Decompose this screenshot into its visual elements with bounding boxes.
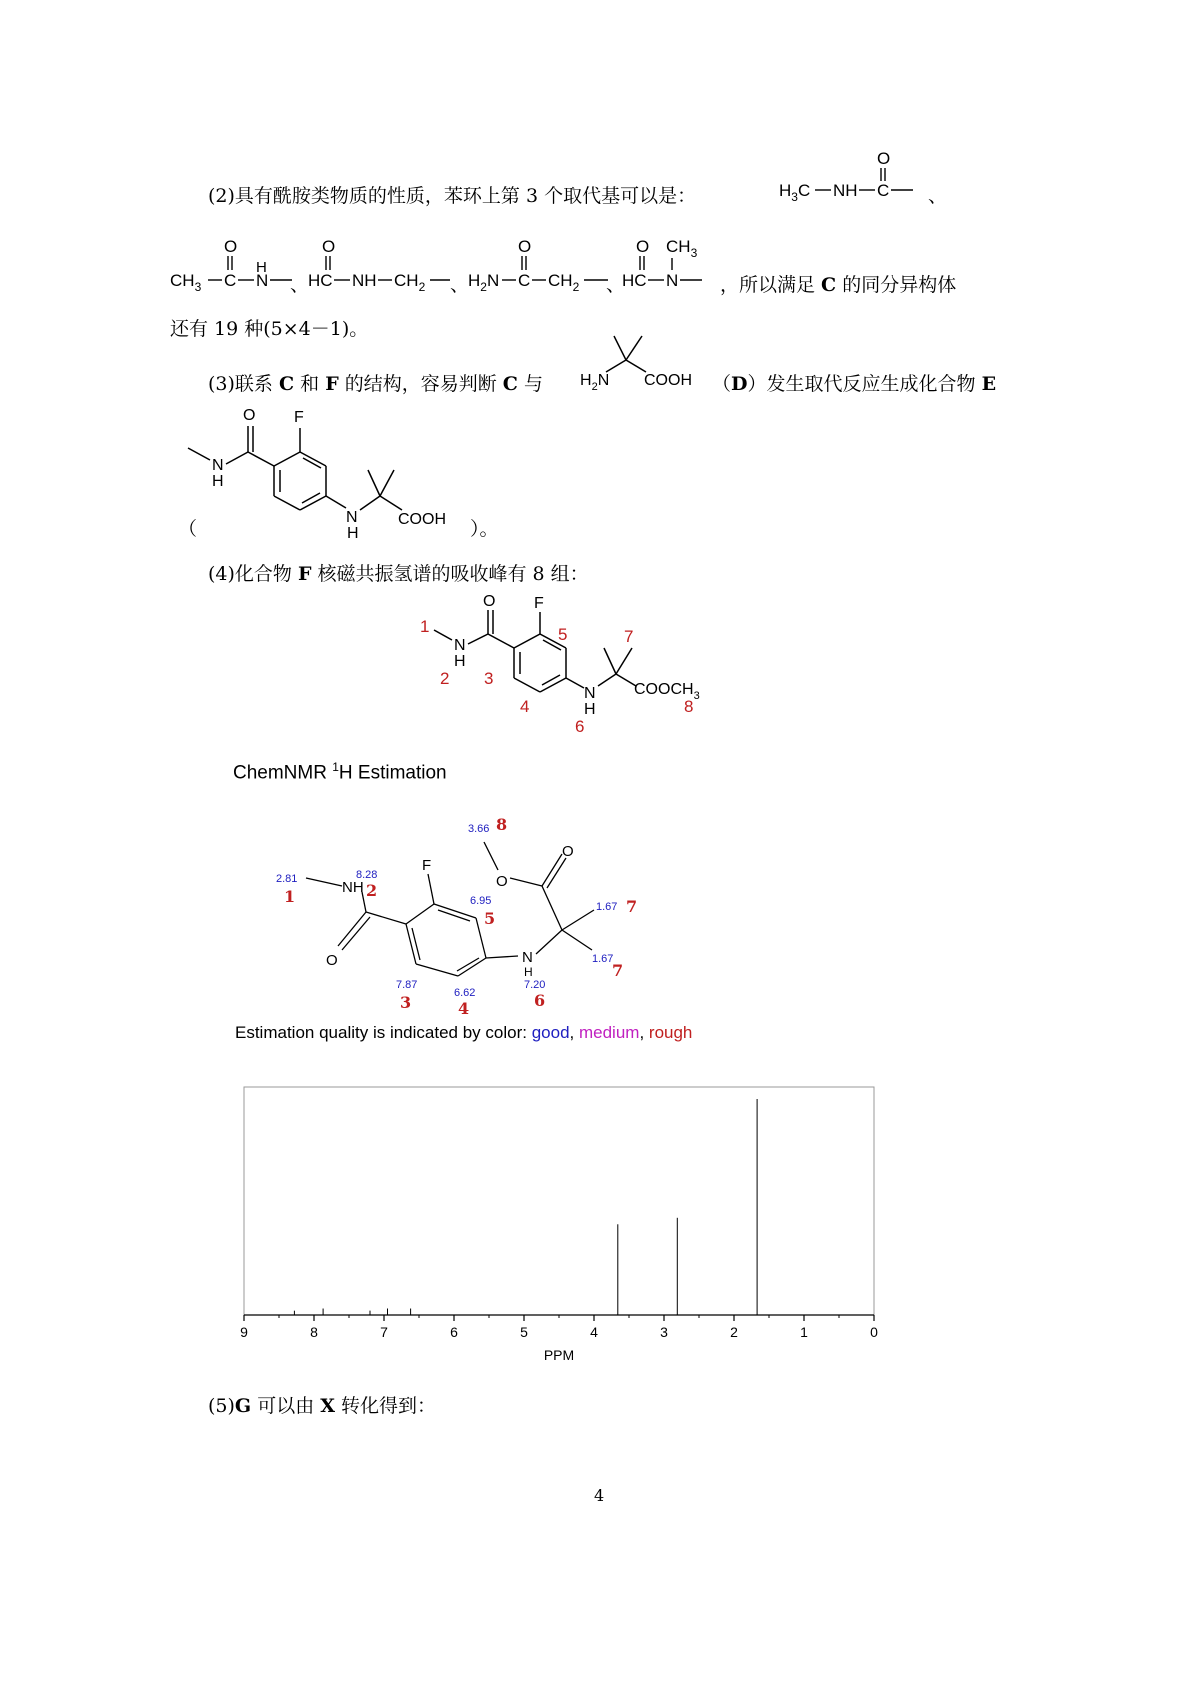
g2-n: N [256, 271, 269, 290]
amide-group-2 [168, 236, 298, 300]
shift-7a: 1.67 [596, 901, 618, 913]
est-label-8: 8 [496, 815, 508, 834]
shift-1: 2.81 [276, 873, 298, 885]
F-ester: $COOCH_3$ [634, 681, 700, 702]
shift-7b: 1.67 [592, 953, 614, 965]
F-label-4: 4 [520, 697, 530, 716]
g3-o: O [322, 237, 336, 256]
E-f: F [294, 409, 304, 426]
F-amide-h: H [454, 653, 466, 670]
molecule-E [180, 398, 500, 543]
section3-line1-a: (3)联系 C 和 F 的结构，容易判断 C 与 [208, 373, 543, 395]
shift-8: 3.66 [468, 823, 490, 835]
shift-3: 7.87 [396, 979, 418, 991]
g1-o: O [877, 149, 891, 168]
g2-c: C [224, 271, 237, 290]
g4-o: O [518, 237, 532, 256]
estimation-quality-legend: Estimation quality is indicated by color: good, medium, rough [235, 1023, 693, 1042]
E-n: N [212, 457, 224, 474]
est-nh-amide: NH [342, 879, 364, 896]
x-axis-label: PPM [543, 1347, 575, 1363]
quality-rough: rough [648, 1023, 693, 1042]
amide-group-4 [466, 236, 616, 300]
g1-h3c: $H_3C$ [779, 181, 811, 204]
section2-line1 [208, 183, 696, 209]
D-cooh: COOH [644, 372, 692, 389]
g1-c: C [877, 181, 890, 200]
shift-4: 6.62 [454, 987, 476, 999]
x-tick-label: 7 [380, 1324, 388, 1340]
sep-3: 、 [606, 274, 626, 296]
F-label-3: 3 [484, 669, 494, 688]
est-label-3: 3 [400, 993, 412, 1012]
est-nh-h: H [524, 965, 533, 979]
est-label-7a: 7 [626, 897, 638, 916]
g4-h2n: $H_2N$ [468, 271, 500, 294]
g3-ch2: $CH_2$ [394, 271, 426, 294]
F-label-1: 1 [420, 617, 430, 636]
est-label-2: 2 [366, 881, 378, 900]
E-nh-n: N [346, 509, 358, 526]
nmr-estimation-structure [270, 808, 670, 1028]
sep-1: 、 [290, 274, 310, 296]
g2-h: H [256, 259, 267, 276]
est-o-carbonyl: O [326, 952, 338, 969]
g5-n: N [666, 271, 679, 290]
D-h2n: $H_2N$ [580, 372, 610, 393]
molecule-D [580, 330, 710, 406]
est-o-ester: O [562, 843, 574, 860]
x-tick-label: 1 [800, 1324, 808, 1340]
F-amine-h: H [584, 701, 596, 718]
F-amide-n: N [454, 637, 466, 654]
F-amine-n: N [584, 685, 596, 702]
est-f: F [422, 857, 432, 874]
shift-5: 6.95 [470, 895, 492, 907]
amide-group-1 [775, 148, 935, 212]
g4-c: C [518, 271, 531, 290]
g3-hc: HC [308, 271, 333, 290]
E-cooh: COOH [398, 511, 446, 528]
shift-2: 8.28 [356, 869, 378, 881]
molecule-F [420, 588, 760, 738]
chart-frame [244, 1087, 874, 1315]
est-label-6: 6 [534, 991, 546, 1010]
E-nh-h: H [347, 525, 359, 542]
g4-ch2: $CH_2$ [548, 271, 580, 294]
E-h: H [212, 473, 224, 490]
quality-good: good [531, 1023, 570, 1042]
x-tick-label: 8 [310, 1324, 318, 1340]
g3-nh: NH [352, 271, 377, 290]
nmr-estimation-title: ChemNMR $^1$H Estimation [233, 760, 447, 784]
est-label-7b: 7 [612, 961, 624, 980]
section3-paren-close: ）。 [470, 518, 499, 540]
F-label-8: 8 [684, 697, 694, 716]
est-nh-n: N [522, 949, 533, 966]
section3-line1-b: （D）发生取代反应生成化合物 E [712, 373, 997, 395]
x-tick-label: 4 [590, 1324, 598, 1340]
g5-o: O [636, 237, 650, 256]
F-label-7: 7 [624, 627, 634, 646]
amide-group-3 [306, 236, 456, 300]
est-label-5: 5 [484, 909, 496, 928]
section2-line2-tail: ，所以满足 C 的同分异构体 [720, 274, 957, 296]
x-tick-label: 2 [730, 1324, 738, 1340]
section3-paren-open: （ [178, 518, 198, 540]
est-label-4: 4 [458, 999, 470, 1018]
x-tick-label: 6 [450, 1324, 458, 1340]
F-o: O [483, 593, 496, 610]
section2-line1-tail: 、 [928, 185, 948, 207]
nmr-spectrum-chart [230, 1075, 900, 1375]
g1-nh: NH [833, 181, 858, 200]
sep-2: 、 [450, 274, 470, 296]
g2-ch3: $CH_3$ [170, 271, 202, 294]
E-o: O [243, 407, 256, 424]
F-label-2: 2 [440, 669, 450, 688]
shift-6: 7.20 [524, 979, 546, 991]
amide-group-5 [622, 236, 722, 300]
section5-line: (5)G 可以由 X 转化得到： [208, 1395, 437, 1417]
est-o-ester2: O [496, 873, 508, 890]
F-label-5: 5 [558, 625, 568, 644]
x-tick-label: 3 [660, 1324, 668, 1340]
F-f: F [534, 595, 544, 612]
est-label-1: 1 [284, 887, 296, 906]
section2-line3: 还有 19 种(5×4－1)。 [170, 318, 369, 340]
section4-line: (4)化合物 F 核磁共振氢谱的吸收峰有 8 组： [208, 563, 589, 585]
g5-ch3: $CH_3$ [666, 237, 698, 260]
section2-line1-text: (2)具有酰胺类物质的性质，苯环上第 3 个取代基可以是： [208, 185, 697, 207]
x-tick-label: 5 [520, 1324, 528, 1340]
x-tick-label: 9 [240, 1324, 248, 1340]
page-number: 4 [594, 1486, 605, 1505]
quality-medium: medium [578, 1023, 640, 1042]
x-tick-label: 0 [870, 1324, 878, 1340]
g2-o: O [224, 237, 238, 256]
F-label-6: 6 [575, 717, 585, 736]
g5-hc: HC [622, 271, 647, 290]
